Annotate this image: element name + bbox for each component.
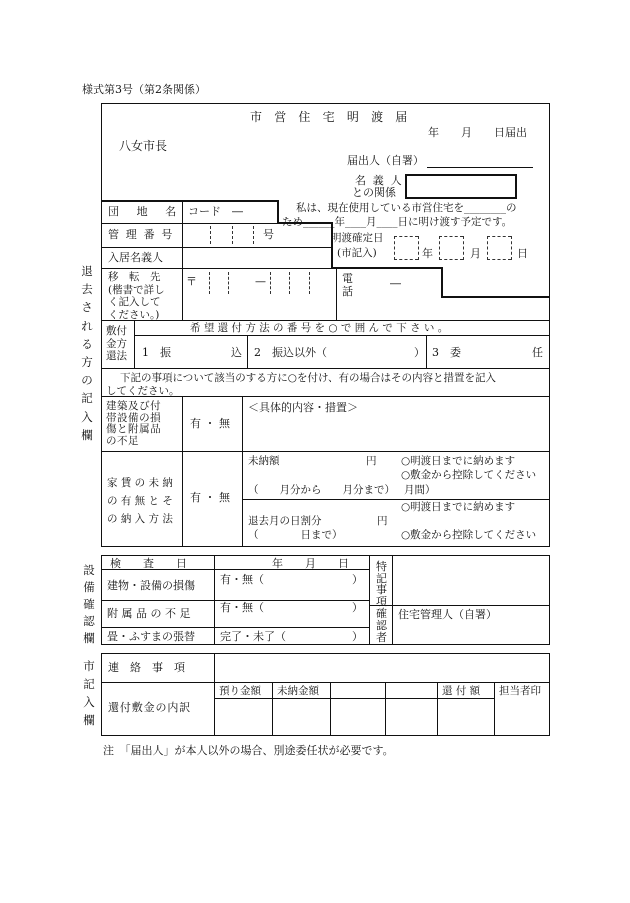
form-title: 市 営 住 宅 明 渡 届 — [250, 110, 412, 124]
code-label: コード ― — [188, 205, 243, 218]
hi-label: 日 — [517, 247, 528, 260]
city-side-label: 市 記 入 欄 — [83, 659, 95, 727]
tel-field[interactable] — [356, 271, 438, 293]
col-staff: 担当者印 — [499, 685, 541, 697]
iten-address-field[interactable] — [186, 298, 331, 317]
mover-section-side-label: 退 去 さ れ る 方 の 記 入 欄 — [81, 264, 93, 442]
kakunin-label: 確 認 者 — [376, 607, 387, 644]
damage-row-label: 建物・設備の損傷 — [107, 579, 195, 592]
tatami-row-close: ） — [352, 630, 363, 643]
damage-choice[interactable]: 有 ・ 無 — [190, 417, 230, 430]
tel-dash: ― — [390, 277, 401, 290]
daily-until: （ 日まで） — [248, 529, 343, 541]
damage-row-close: ） — [352, 573, 363, 586]
tel-label-1: 電 — [342, 272, 353, 285]
shi-kinyu-label: (市記入) — [337, 247, 377, 259]
inspection-side-label: 設 備 確 認 欄 — [83, 563, 95, 645]
refund-label: 敷付 金方 還法 — [106, 325, 127, 362]
daily-opt-b1[interactable]: ○明渡日までに納めます — [401, 501, 516, 513]
postal-code-field[interactable] — [196, 272, 328, 294]
manager-label: 住宅管理人（自署） — [398, 608, 497, 621]
damage-detail-label: ＜具体的内容・措置＞ — [248, 401, 358, 414]
notice-line-1: 下記の事項について該当のする方に○を付け、有の場合はその内容と措置を記入 — [120, 372, 497, 384]
daily-yen: 円 — [377, 515, 388, 527]
inspection-date-label: 検 査 日 — [110, 557, 187, 570]
tokki-field[interactable] — [396, 558, 546, 602]
notifier-signature-line[interactable] — [427, 167, 533, 168]
date-line: 年 月 日届出 — [428, 126, 527, 139]
contact-label: 連 絡 事 項 — [108, 661, 185, 674]
tatami-row-value[interactable]: 完了・未了（ — [220, 630, 286, 643]
rent-choice[interactable]: 有 ・ 無 — [190, 491, 230, 504]
iten-label: 移 転 先 (楷書で詳し く記入して ください。) — [108, 271, 165, 321]
statement-line-1: 私は、現在使用している市営住宅を________の — [296, 202, 517, 214]
tel-label-2: 話 — [342, 285, 353, 298]
tsuki-label: 月 — [470, 247, 481, 260]
col-unpaid: 未納金額 — [277, 685, 319, 697]
refund-opt2-end: ） — [414, 346, 425, 359]
unpaid-yen: 円 — [366, 455, 377, 467]
addressee: 八女市長 — [119, 139, 168, 153]
shortage-row-close: ） — [352, 601, 363, 614]
damage-detail-field[interactable] — [248, 416, 546, 448]
col-deposit: 預り金額 — [219, 685, 261, 697]
daily-label: 退去月の日割分 — [248, 515, 322, 527]
unpaid-opt-a2[interactable]: ○敷金から控除してください — [401, 469, 537, 481]
postal-mark: 〒 — [186, 275, 197, 288]
shortage-row-label: 附 属 品 の 不 足 — [107, 607, 191, 620]
refund-opt1-end: 込 — [231, 346, 242, 359]
form-number: 様式第3号（第2条関係） — [82, 83, 206, 96]
refund-instruction: 希 望 還 付 方 法 の 番 号 を ○ で 囲 ん で 下 さ い 。 — [190, 322, 449, 334]
kakutei-label: 明渡確定日 — [331, 232, 384, 244]
tatami-row-label: 畳・ふすまの張替 — [107, 630, 195, 643]
notifier-label: 届出人（自署） — [347, 154, 424, 167]
col-refund: 還 付 額 — [442, 685, 481, 697]
shortage-row-value[interactable]: 有・無（ — [220, 601, 264, 614]
unpaid-opt-a1[interactable]: ○明渡日までに納めます — [401, 455, 516, 467]
refund-opt2[interactable]: 2 振込以外（ — [254, 346, 327, 359]
nyukyo-name-field[interactable] — [184, 249, 329, 266]
kanri-label: 管 理 番 号 — [108, 228, 175, 241]
relation-field[interactable] — [405, 174, 517, 199]
daily-opt-b2[interactable]: ○敷金から控除してください — [401, 529, 537, 541]
unpaid-label: 未納額 — [248, 455, 280, 467]
refund-opt3-num[interactable]: 3 委 — [432, 346, 461, 359]
kakutei-date-field[interactable] — [394, 236, 520, 260]
notice-line-2: してください。 — [106, 385, 180, 397]
damage-label: 建築及び付 帯設備の損 傷と附属品 の不足 — [106, 400, 162, 447]
statement-line-2: ため______年____月____日に明け渡す予定です。 — [282, 216, 513, 228]
refund-opt3-end: 任 — [532, 346, 543, 359]
contact-field[interactable] — [218, 656, 546, 679]
unpaid-opt-a3: 月間） — [404, 484, 436, 496]
relation-label-1: 名 義 人 — [355, 174, 404, 187]
damage-row-value[interactable]: 有・無（ — [220, 573, 264, 586]
danchi-label: 団 地 名 — [108, 205, 180, 218]
refund-breakdown-label: 還付敷金の内訳 — [108, 701, 192, 714]
kanri-number-field[interactable] — [184, 225, 259, 245]
postal-dash: — — [255, 275, 266, 288]
inspection-date-value[interactable]: 年 月 日 — [272, 557, 349, 570]
go-label: 号 — [263, 228, 274, 241]
relation-label-2: との関係 — [352, 186, 396, 199]
tokki-label: 特 記 事 項 — [376, 560, 387, 608]
nen-label: 年 — [422, 247, 433, 260]
refund-opt1-num[interactable]: 1 振 — [142, 346, 171, 359]
unpaid-period: （ 月分から 月分まで） — [248, 484, 395, 496]
danchi-code-field[interactable] — [244, 203, 275, 220]
rent-label: 家 賃 の 未 納 の 有 無 と そ の 納 入 方 法 — [107, 477, 173, 525]
nyukyo-label: 入居名義人 — [108, 251, 163, 264]
footnote: 注 「届出人」が本人以外の場合、別途委任状が必要です。 — [103, 744, 394, 757]
